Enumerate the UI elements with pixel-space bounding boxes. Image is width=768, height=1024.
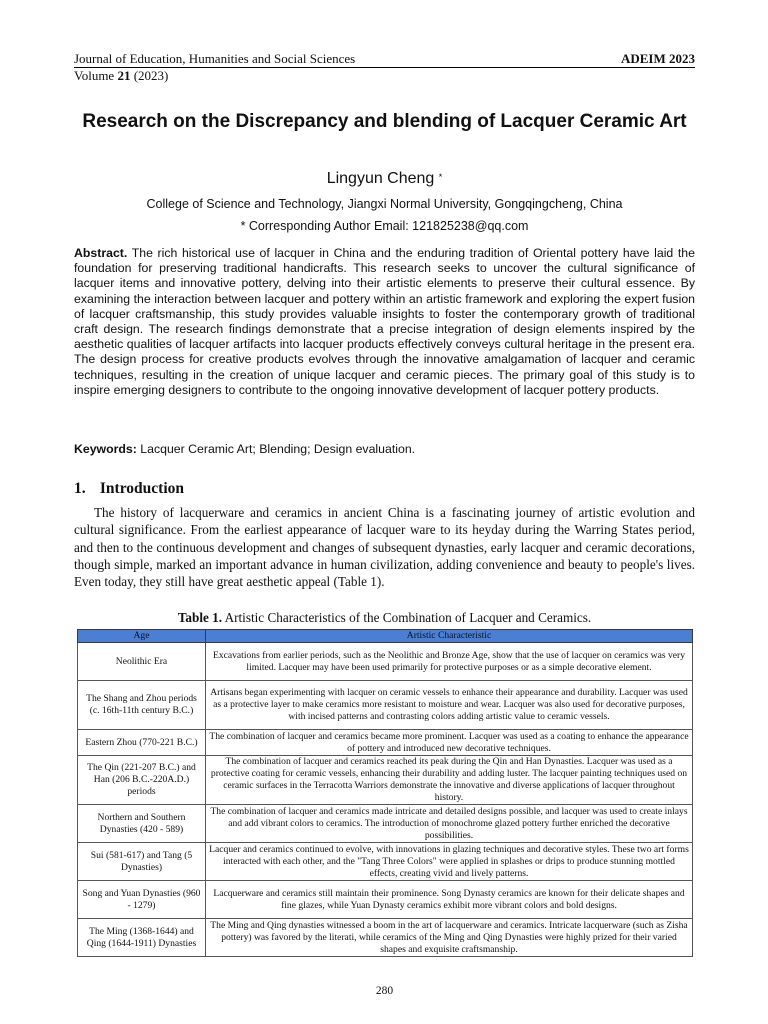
table-cell-age: Song and Yuan Dynasties (960 - 1279) xyxy=(78,881,206,919)
table-cell-desc: Excavations from earlier periods, such as the Neolithic and Bronze Age, show that the use of lacquer on ceramics was very limited. Lacquer may have been used primarily for protective purposes or as a simple decorative element. xyxy=(206,643,693,681)
table-row xyxy=(78,843,693,881)
table-row xyxy=(78,643,693,681)
volume-line xyxy=(74,68,168,84)
table-row xyxy=(78,756,693,805)
table-header-characteristic: Artistic Characteristic xyxy=(206,630,693,643)
section-number: 1. xyxy=(74,480,86,497)
table-header-row xyxy=(78,630,693,643)
table-header-age: Age xyxy=(78,630,206,643)
table-row xyxy=(78,805,693,843)
table-row xyxy=(78,919,693,957)
table-cell-age: Neolithic Era xyxy=(78,643,206,681)
section-title: Introduction xyxy=(99,480,184,497)
table-cell-desc: The combination of lacquer and ceramics reached its peak during the Qin and Han Dynasties. Lacquer was used as a protective coating for ceramic vessels, enhancing their durability and adding luster. The lacquer painting techniques used on ceramic surfaces in the Terracotta Warriors demonstrate the innovative and diverse applications of lacquer throughout history. xyxy=(206,756,693,805)
section-heading xyxy=(74,480,184,498)
table-cell-age: Eastern Zhou (770-221 B.C.) xyxy=(78,730,206,756)
table-cell-age: Sui (581-617) and Tang (5 Dynasties) xyxy=(78,843,206,881)
volume-prefix: Volume xyxy=(74,68,118,83)
paper-title: Research on the Discrepancy and blending of Lacquer Ceramic Art xyxy=(82,111,687,132)
keywords-label: Keywords: xyxy=(74,442,137,456)
table-caption-label: Table 1. xyxy=(177,610,223,625)
table-cell-desc: Lacquer and ceramics continued to evolve, with innovations in glazing techniques and decorative styles. These two art forms interacted with each other, and the "Tang Three Colors" were applied in splashes or drips to produce stunning mottled effects, creating vivid and lively patterns. xyxy=(206,843,693,881)
keywords xyxy=(74,442,695,457)
table-cell-desc: The Ming and Qing dynasties witnessed a boom in the art of lacquerware and ceramics. Intricate lacquerware (such as Zisha pottery) was favored by the literati, while ceramics of the Ming and Qing Dynasties were highly prized for their varied shapes and exquisite craftsmanship. xyxy=(206,919,693,957)
intro-paragraph: The history of lacquerware and ceramics in ancient China is a fascinating journey of artistic evolution and cultural significance. From the earliest appearance of lacquer ware to its heyday during the Warring States period, and then to the continuous development and changes of subsequent dynasties, early lacquer and ceramic decorations, though simple, marked an important advance in human civilization, adding convenience and beauty to people's lives. Even today, they still have great aesthetic appeal (Table 1). xyxy=(74,505,695,590)
table-cell-age: Northern and Southern Dynasties (420 - 589) xyxy=(78,805,206,843)
keywords-text: Lacquer Ceramic Art; Blending; Design evaluation. xyxy=(136,442,416,456)
table-cell-age: The Ming (1368-1644) and Qing (1644-1911) Dynasties xyxy=(78,919,206,957)
table-row xyxy=(78,730,693,756)
journal-name: Journal of Education, Humanities and Social Sciences xyxy=(74,51,356,66)
author-name: Lingyun Cheng xyxy=(326,170,435,187)
volume-number: 21 xyxy=(117,68,131,83)
table-caption-text: Artistic Characteristics of the Combination of Lacquer and Ceramics. xyxy=(222,610,592,625)
abstract-label: Abstract. xyxy=(74,246,128,260)
table-row xyxy=(78,681,693,730)
volume-year: (2023) xyxy=(130,68,169,83)
author-line xyxy=(74,169,695,189)
abstract-text: The rich historical use of lacquer in China and the enduring tradition of Oriental pottery have laid the foundation for preserving traditional handicrafts. This research seeks to uncover the cultural significance of lacquer items and innovative pottery, delving into their artistic elements to preserve their cultural essence. By examining the interaction between lacquer and pottery within an artistic framework and exploring the expert fusion of lacquer craftsmanship, this study provides valuable insights to foster the contemporary growth of traditional craft design. The research findings demonstrate that a precise integration of design elements inspired by the aesthetic qualities of lacquer artifacts into lacquer products effectively conveys cultural heritage in the present era. The design process for creative products evolves through the innovative amalgamation of lacquer and ceramic techniques, resulting in the creation of unique lacquer and ceramic pieces. The primary goal of this study is to inspire emerging designers to contribute to the ongoing innovative development of lacquer pottery products. xyxy=(74,246,695,397)
characteristics-table xyxy=(77,629,693,957)
running-header xyxy=(74,51,695,67)
conference-name: ADEIM 2023 xyxy=(620,51,695,66)
corresponding-email: * Corresponding Author Email: 121825238@qq.com xyxy=(240,219,529,233)
page-number: 280 xyxy=(375,985,394,997)
table-cell-desc: The combination of lacquer and ceramics became more prominent. Lacquer was used as a coating to enhance the appearance of pottery and introduced new decorative techniques. xyxy=(206,730,693,756)
affiliation: College of Science and Technology, Jiangxi Normal University, Gongqingcheng, China xyxy=(146,197,623,211)
table-cell-desc: Lacquerware and ceramics still maintain their prominence. Song Dynasty ceramics are known for their delicate shapes and fine glazes, while Yuan Dynasty ceramics exhibit more vibrant colors and bold designs. xyxy=(206,881,693,919)
table-cell-desc: The combination of lacquer and ceramics made intricate and detailed designs possible, and lacquer was used to create inlays and add vibrant colors to ceramics. The introduction of monochrome glazed pottery further enriched the decorative possibilities. xyxy=(206,805,693,843)
author-mark: * xyxy=(438,172,443,182)
table-cell-age: The Qin (221-207 B.C.) and Han (206 B.C.-220A.D.) periods xyxy=(78,756,206,805)
table-cell-desc: Artisans began experimenting with lacquer on ceramic vessels to enhance their appearance and durability. Lacquer was used as a protective layer to make ceramics more resistant to moisture and wear. Lacquer was also used for decorative purposes, with incised patterns and contrasting colors adding artistic value to ceramic vessels. xyxy=(206,681,693,730)
abstract xyxy=(74,246,695,398)
table-caption xyxy=(74,610,695,626)
table-cell-age: The Shang and Zhou periods (c. 16th-11th century B.C.) xyxy=(78,681,206,730)
table-row xyxy=(78,881,693,919)
